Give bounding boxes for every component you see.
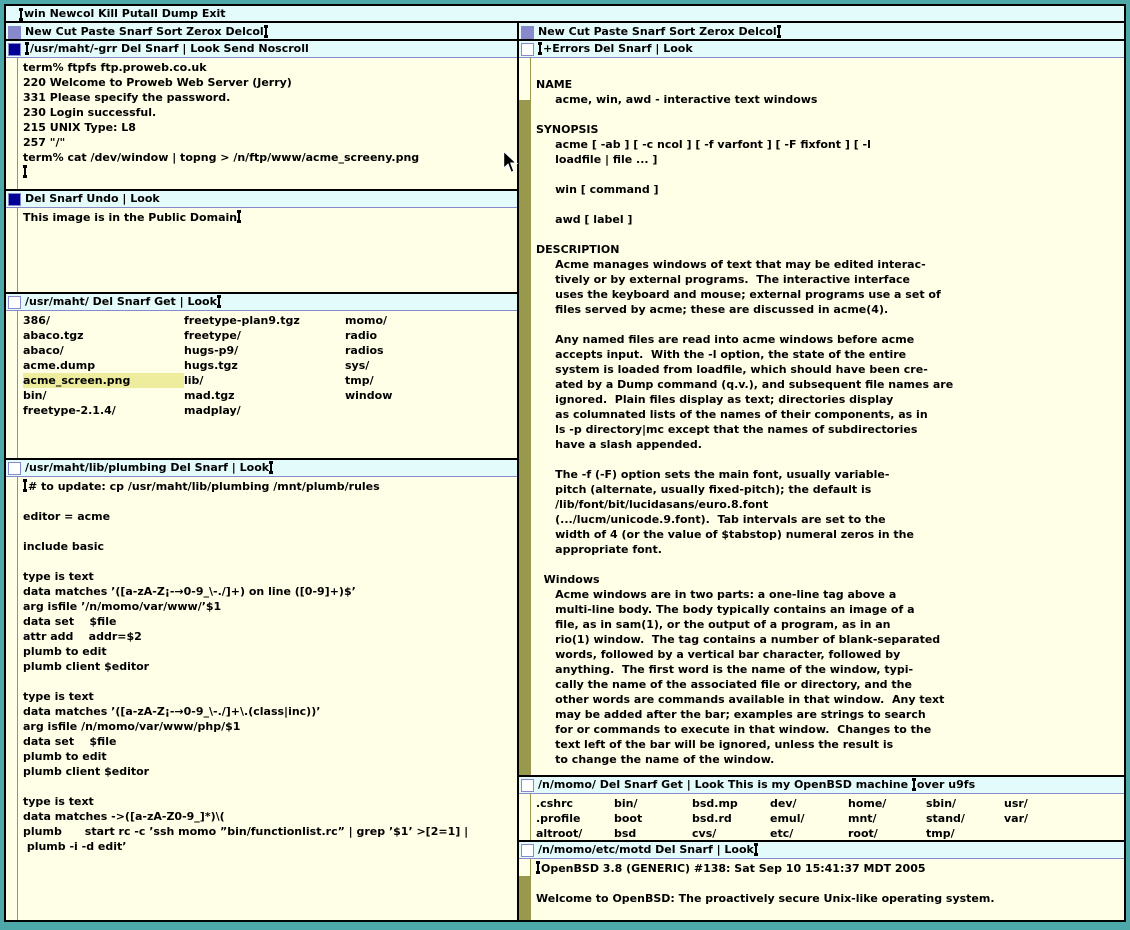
main-tag-bar[interactable] bbox=[6, 6, 1124, 23]
window-note bbox=[6, 189, 517, 292]
directory-row bbox=[23, 343, 517, 358]
text-line[interactable] bbox=[536, 557, 1124, 572]
scrollbar[interactable] bbox=[519, 58, 531, 775]
file-entry[interactable]: acme_screen.png bbox=[23, 373, 184, 388]
plumbing-first-line[interactable]: # to update: cp /usr/maht/lib/plumbing /mnt/plumb/rules bbox=[28, 480, 380, 493]
directory-row bbox=[23, 358, 517, 373]
text-line[interactable]: text left of the bar will be ignored, unless the result is bbox=[536, 738, 894, 751]
directory-row bbox=[23, 328, 517, 343]
note-text[interactable]: This image is in the Public Domain bbox=[23, 211, 238, 224]
window-body bbox=[6, 311, 517, 458]
window-body bbox=[6, 208, 517, 292]
window-tag-text[interactable]: /usr/maht/lib/plumbing Del Snarf | Look bbox=[25, 461, 270, 474]
file-entry[interactable]: 386/ bbox=[23, 314, 50, 327]
text-line[interactable]: ated by a Dump command (q.v.), and subsequent file names are bbox=[536, 378, 954, 391]
text-line[interactable]: as columnated lists of the names of their components, as in bbox=[536, 408, 928, 421]
file-entry[interactable]: bsd bbox=[614, 827, 637, 840]
file-entry[interactable]: freetype/ bbox=[184, 329, 241, 342]
window-body bbox=[519, 58, 1124, 775]
text-line[interactable]: ignored. Plain files display as text; directories display bbox=[536, 393, 894, 406]
text-line[interactable]: editor = acme bbox=[23, 510, 111, 523]
file-entry[interactable]: madplay/ bbox=[184, 404, 241, 417]
window-tag[interactable] bbox=[6, 460, 517, 477]
text-line[interactable]: system is loaded from loadfile, which should have been cre- bbox=[536, 363, 928, 376]
main-tag-commands[interactable]: win Newcol Kill Putall Dump Exit bbox=[24, 7, 226, 20]
window-body bbox=[519, 859, 1124, 920]
file-entry[interactable]: window bbox=[345, 389, 393, 402]
window-tag[interactable] bbox=[519, 842, 1124, 859]
text-line[interactable]: Welcome to OpenBSD: The proactively secure Unix-like operating system. bbox=[536, 892, 995, 905]
empty-line[interactable] bbox=[23, 165, 517, 180]
text-line[interactable]: awd [ label ] bbox=[536, 213, 633, 226]
column-tag-commands[interactable]: New Cut Paste Snarf Sort Zerox Delcol bbox=[538, 25, 777, 38]
scrollbar[interactable] bbox=[6, 311, 18, 458]
file-entry[interactable]: abaco/ bbox=[23, 344, 64, 357]
plumbing-text-area[interactable] bbox=[18, 477, 517, 920]
text-cursor bbox=[238, 211, 240, 222]
window-dir-usr-maht bbox=[6, 292, 517, 458]
directory-row bbox=[536, 811, 1124, 826]
text-line[interactable]: width of 4 (or the value of $tabstop) numeral zeros in the bbox=[536, 528, 914, 541]
text-line[interactable] bbox=[23, 524, 517, 539]
motd-text-area[interactable] bbox=[531, 859, 1124, 920]
directory-listing[interactable] bbox=[18, 311, 517, 458]
text-line[interactable] bbox=[536, 452, 1124, 467]
file-entry[interactable]: cvs/ bbox=[692, 827, 717, 840]
file-entry[interactable]: boot bbox=[614, 812, 643, 825]
file-entry[interactable]: acme.dump bbox=[23, 359, 96, 372]
text-line[interactable]: The -f (-F) option sets the main font, usually variable- bbox=[536, 468, 890, 481]
file-entry[interactable]: var/ bbox=[1004, 812, 1029, 825]
file-entry[interactable]: hugs.tgz bbox=[184, 359, 238, 372]
file-entry[interactable] bbox=[1004, 826, 1082, 840]
window-tag[interactable] bbox=[519, 41, 1124, 58]
text-cursor bbox=[26, 43, 28, 54]
text-line[interactable] bbox=[536, 107, 1124, 122]
file-entry[interactable] bbox=[345, 403, 506, 418]
text-line[interactable]: other words are commands available in that window. Any text bbox=[536, 693, 945, 706]
file-entry[interactable]: sbin/ bbox=[926, 797, 957, 810]
text-line[interactable]: plumb client $editor bbox=[23, 660, 150, 673]
text-line[interactable]: win [ command ] bbox=[536, 183, 659, 196]
window-plumbing bbox=[6, 458, 517, 920]
text-line[interactable]: arg isfile ’/n/momo/var/www/’$1 bbox=[23, 600, 222, 613]
file-entry[interactable]: radios bbox=[345, 344, 384, 357]
file-entry[interactable]: bin/ bbox=[23, 389, 47, 402]
text-line[interactable]: ls -p directory|mc except that the names of subdirectories bbox=[536, 423, 918, 436]
dirty-indicator-box[interactable] bbox=[8, 193, 21, 206]
clean-indicator-box[interactable] bbox=[521, 844, 534, 857]
text-cursor bbox=[755, 844, 757, 855]
motd-lines[interactable] bbox=[536, 876, 1124, 906]
file-entry[interactable]: hugs-p9/ bbox=[184, 344, 239, 357]
text-line[interactable]: data matches ->([a-zA-Z0-9_]*)\( bbox=[23, 810, 225, 823]
terminal-lines[interactable] bbox=[23, 60, 517, 165]
plumbing-lines[interactable] bbox=[23, 494, 517, 854]
text-line[interactable]: tively or by external programs. The interactive interface bbox=[536, 273, 910, 286]
directory-row bbox=[536, 796, 1124, 811]
text-line[interactable]: 215 UNIX Type: L8 bbox=[23, 121, 136, 134]
text-line[interactable]: Any named files are read into acme windows before acme bbox=[536, 333, 915, 346]
file-entry[interactable]: abaco.tgz bbox=[23, 329, 84, 342]
text-line[interactable]: plumb -i -d edit’ bbox=[23, 840, 127, 853]
scrollbar[interactable] bbox=[6, 208, 18, 292]
clean-indicator-box[interactable] bbox=[521, 43, 534, 56]
file-entry[interactable]: altroot/ bbox=[536, 827, 583, 840]
window-body bbox=[6, 477, 517, 920]
file-entry[interactable]: root/ bbox=[848, 827, 878, 840]
text-line[interactable] bbox=[23, 494, 517, 509]
window-errors bbox=[519, 41, 1124, 775]
text-line[interactable] bbox=[536, 227, 1124, 242]
text-line[interactable]: include basic bbox=[23, 540, 105, 553]
scrollbar[interactable] bbox=[519, 859, 531, 920]
text-line[interactable]: type is text bbox=[23, 570, 94, 583]
text-line[interactable]: uses the keyboard and mouse; external programs use a set of bbox=[536, 288, 941, 301]
text-line[interactable]: type is text bbox=[23, 690, 94, 703]
text-line[interactable]: acme, win, awd - interactive text windows bbox=[536, 93, 818, 106]
left-column-tag[interactable] bbox=[6, 23, 517, 41]
text-cursor bbox=[778, 26, 780, 37]
text-line[interactable]: anything. The first word is the name of the window, typi- bbox=[536, 663, 914, 676]
column-drag-box[interactable] bbox=[8, 26, 21, 39]
text-line[interactable] bbox=[536, 876, 1124, 891]
text-line[interactable]: multi-line body. The body typically contains an image of a bbox=[536, 603, 915, 616]
scrollbar-thumb[interactable] bbox=[519, 58, 530, 100]
directory-row bbox=[23, 403, 517, 418]
dirty-indicator-box[interactable] bbox=[8, 43, 21, 56]
window-tag[interactable] bbox=[6, 41, 517, 58]
text-line[interactable]: type is text bbox=[23, 795, 94, 808]
text-line[interactable]: files served by acme; these are discussed in acme(4). bbox=[536, 303, 889, 316]
window-tag[interactable] bbox=[519, 777, 1124, 794]
text-line[interactable]: SYNOPSIS bbox=[536, 123, 599, 136]
text-line[interactable]: 220 Welcome to Proweb Web Server (Jerry) bbox=[23, 76, 292, 89]
text-line[interactable]: pitch (alternate, usually fixed-pitch); the default is bbox=[536, 483, 872, 496]
text-line[interactable]: file, as in sam(1), or the output of a program, as in an bbox=[536, 618, 891, 631]
text-line[interactable]: cally the name of the associated file or directory, and the bbox=[536, 678, 912, 691]
text-line[interactable]: data set $file bbox=[23, 615, 117, 628]
text-line[interactable]: for or commands to execute in that window. Changes to the bbox=[536, 723, 932, 736]
text-cursor bbox=[539, 43, 541, 54]
text-line[interactable]: accepts input. With the -l option, the state of the entire bbox=[536, 348, 907, 361]
window-tag-text[interactable]: /usr/maht/-grr Del Snarf | Look Send Noscroll bbox=[30, 42, 309, 55]
clean-indicator-box[interactable] bbox=[8, 296, 21, 309]
directory-row bbox=[23, 373, 517, 388]
file-entry[interactable]: radio bbox=[345, 329, 378, 342]
text-cursor bbox=[24, 166, 26, 177]
text-line[interactable]: data set $file bbox=[23, 735, 117, 748]
text-line[interactable]: DESCRIPTION bbox=[536, 243, 620, 256]
scrollbar[interactable] bbox=[519, 794, 531, 840]
column-right bbox=[519, 23, 1124, 920]
text-cursor bbox=[24, 480, 26, 491]
text-line[interactable] bbox=[536, 62, 1124, 77]
text-line[interactable]: data matches ’([a-zA-Z¡-→0-9_\-./]+) on line ([0-9]+)$’ bbox=[23, 585, 356, 598]
clean-indicator-box[interactable] bbox=[521, 779, 534, 792]
file-entry[interactable]: freetype-2.1.4/ bbox=[23, 404, 116, 417]
window-motd bbox=[519, 840, 1124, 920]
text-line[interactable]: (.../lucm/unicode.9.font). Tab intervals are set to the bbox=[536, 513, 886, 526]
window-tag-text-after-cursor[interactable]: over u9fs bbox=[916, 778, 976, 791]
file-entry[interactable]: mad.tgz bbox=[184, 389, 235, 402]
text-line[interactable] bbox=[536, 317, 1124, 332]
file-entry[interactable]: usr/ bbox=[1004, 797, 1028, 810]
text-cursor bbox=[20, 9, 22, 20]
text-line[interactable]: plumb to edit bbox=[23, 645, 107, 658]
file-entry[interactable]: .cshrc bbox=[536, 797, 574, 810]
text-line[interactable]: Windows bbox=[536, 573, 600, 586]
text-line[interactable] bbox=[23, 779, 517, 794]
file-entry[interactable]: home/ bbox=[848, 797, 887, 810]
right-column-tag[interactable] bbox=[519, 23, 1124, 41]
window-tag-text[interactable]: Del Snarf Undo | Look bbox=[25, 192, 160, 205]
note-text-area[interactable] bbox=[18, 208, 517, 292]
mouse-cursor bbox=[502, 150, 520, 174]
text-line[interactable] bbox=[536, 197, 1124, 212]
text-line[interactable]: plumb client $editor bbox=[23, 765, 150, 778]
scrollbar[interactable] bbox=[6, 477, 18, 920]
text-line[interactable]: Acme manages windows of text that may be edited interac- bbox=[536, 258, 926, 271]
window-tag[interactable] bbox=[6, 294, 517, 311]
text-cursor bbox=[218, 296, 220, 307]
text-line[interactable]: loadfile | file ... ] bbox=[536, 153, 658, 166]
text-line[interactable]: words, followed by a vertical bar character, followed by bbox=[536, 648, 901, 661]
scrollbar[interactable] bbox=[6, 58, 18, 189]
column-drag-box[interactable] bbox=[521, 26, 534, 39]
text-cursor bbox=[913, 779, 915, 790]
text-line[interactable] bbox=[536, 167, 1124, 182]
file-entry[interactable]: bsd.mp bbox=[692, 797, 738, 810]
man-page-lines[interactable] bbox=[536, 62, 1124, 767]
window-tag-text[interactable]: /n/momo/etc/motd Del Snarf | Look bbox=[538, 843, 754, 856]
text-line[interactable]: 331 Please specify the password. bbox=[23, 91, 231, 104]
column-tag-commands[interactable]: New Cut Paste Snarf Sort Zerox Delcol bbox=[25, 25, 264, 38]
text-line[interactable]: term% cat /dev/window | topng > /n/ftp/www/acme_screeny.png bbox=[23, 151, 420, 164]
file-entry[interactable]: dev/ bbox=[770, 797, 797, 810]
file-entry[interactable]: stand/ bbox=[926, 812, 965, 825]
file-entry[interactable]: bin/ bbox=[614, 797, 638, 810]
text-line[interactable]: term% ftpfs ftp.proweb.co.uk bbox=[23, 61, 207, 74]
text-line[interactable] bbox=[536, 861, 1124, 876]
directory-listing[interactable] bbox=[531, 794, 1124, 840]
directory-row bbox=[23, 388, 517, 403]
file-entry[interactable]: tmp/ bbox=[926, 827, 955, 840]
text-cursor bbox=[537, 862, 539, 873]
text-line[interactable] bbox=[23, 479, 517, 494]
file-entry[interactable]: emul/ bbox=[770, 812, 805, 825]
file-entry[interactable]: tmp/ bbox=[345, 374, 374, 387]
text-line[interactable]: Acme windows are in two parts: a one-line tag above a bbox=[536, 588, 897, 601]
text-line[interactable] bbox=[23, 554, 517, 569]
text-line[interactable]: arg isfile /n/momo/var/www/php/$1 bbox=[23, 720, 241, 733]
text-line[interactable]: rio(1) window. The tag contains a number of blank-separated bbox=[536, 633, 941, 646]
text-line[interactable] bbox=[23, 674, 517, 689]
file-entry[interactable]: momo/ bbox=[345, 314, 388, 327]
text-line[interactable]: data matches ’([a-zA-Z¡-→0-9_\-./]+\.(class|inc))’ bbox=[23, 705, 321, 718]
file-entry[interactable]: bsd.rd bbox=[692, 812, 732, 825]
window-tag-text[interactable]: /usr/maht/ Del Snarf Get | Look bbox=[25, 295, 217, 308]
text-cursor bbox=[270, 462, 272, 473]
file-entry[interactable]: lib/ bbox=[184, 374, 204, 387]
text-line[interactable]: plumb to edit bbox=[23, 750, 107, 763]
text-line[interactable]: appropriate font. bbox=[536, 543, 662, 556]
window-body bbox=[6, 58, 517, 189]
terminal-output[interactable] bbox=[18, 58, 517, 189]
text-line[interactable]: NAME bbox=[536, 78, 573, 91]
window-tag[interactable] bbox=[6, 191, 517, 208]
text-line[interactable]: to change the name of the window. bbox=[536, 753, 775, 766]
window-tag-text[interactable]: /n/momo/ Del Snarf Get | Look This is my OpenBSD machine bbox=[538, 778, 912, 791]
window-terminal bbox=[6, 41, 517, 189]
text-line[interactable]: 257 "/" bbox=[23, 136, 66, 149]
window-body bbox=[519, 794, 1124, 840]
window-dir-momo bbox=[519, 775, 1124, 840]
column-left bbox=[6, 23, 517, 920]
directory-row bbox=[536, 826, 1124, 840]
text-line[interactable]: have a slash appended. bbox=[536, 438, 702, 451]
file-entry[interactable]: mnt/ bbox=[848, 812, 877, 825]
text-line[interactable]: acme [ -ab ] [ -c ncol ] [ -f varfont ] [ -F fixfont ] [ -l bbox=[536, 138, 871, 151]
text-line[interactable]: may be added after the bar; examples are strings to search bbox=[536, 708, 926, 721]
directory-row bbox=[23, 313, 517, 328]
file-entry[interactable]: etc/ bbox=[770, 827, 794, 840]
clean-indicator-box[interactable] bbox=[8, 462, 21, 475]
file-entry[interactable]: .profile bbox=[536, 812, 581, 825]
text-line[interactable]: /lib/font/bit/lucidasans/euro.8.font bbox=[536, 498, 769, 511]
man-page-text[interactable] bbox=[531, 58, 1124, 775]
file-entry[interactable]: freetype-plan9.tgz bbox=[184, 314, 300, 327]
text-line[interactable]: attr add addr=$2 bbox=[23, 630, 142, 643]
columns-container bbox=[6, 23, 1124, 920]
text-line[interactable]: plumb start rc -c ’ssh momo ”bin/functionlist.rc” | grep ’$1’ >[2=1] | bbox=[23, 825, 469, 838]
text-cursor bbox=[265, 26, 267, 37]
file-entry[interactable]: sys/ bbox=[345, 359, 370, 372]
text-line[interactable]: 230 Login successful. bbox=[23, 106, 157, 119]
motd-first-line[interactable]: OpenBSD 3.8 (GENERIC) #138: Sat Sep 10 15:41:37 MDT 2005 bbox=[541, 862, 926, 875]
text-line[interactable] bbox=[23, 210, 517, 225]
acme-window bbox=[4, 4, 1126, 922]
window-tag-text[interactable]: +Errors Del Snarf | Look bbox=[543, 42, 693, 55]
scrollbar-thumb[interactable] bbox=[519, 859, 530, 876]
